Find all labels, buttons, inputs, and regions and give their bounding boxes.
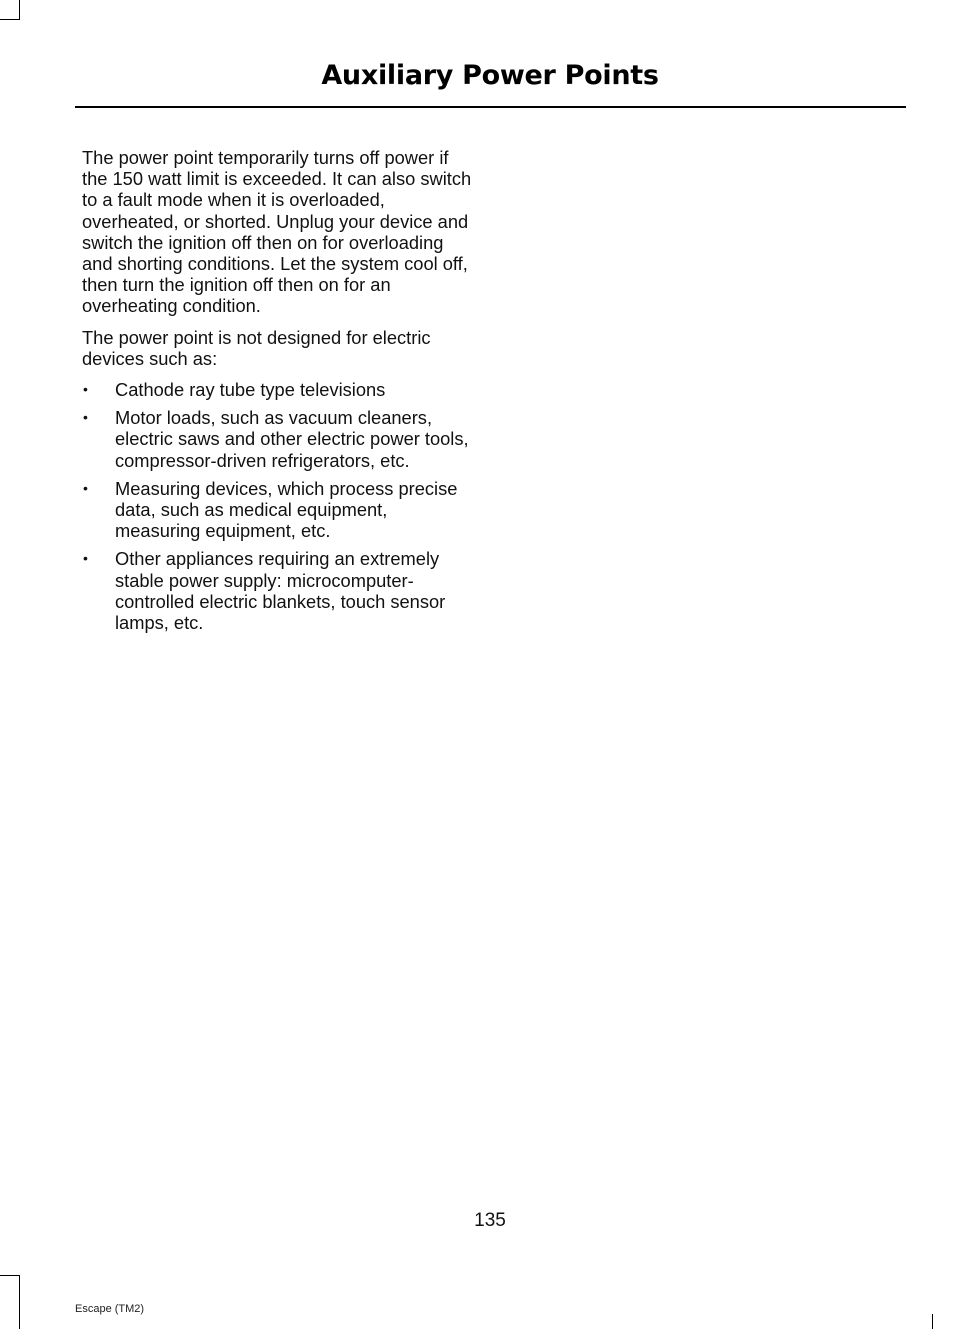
list-item-text: Cathode ray tube type televisions xyxy=(115,379,386,401)
crop-mark-bottom-left-vertical xyxy=(19,1275,20,1329)
device-list xyxy=(82,379,474,633)
crop-mark-top-left-vertical xyxy=(19,0,20,19)
bullet-icon: • xyxy=(83,381,88,398)
paragraph-not-designed: The power point is not designed for electric devices such as: xyxy=(82,326,431,369)
crop-mark-bottom-right-vertical xyxy=(932,1314,933,1329)
crop-mark-bottom-left-horizontal xyxy=(0,1275,20,1276)
bullet-icon: • xyxy=(83,479,88,496)
crop-mark-top-left-horizontal xyxy=(0,19,20,20)
bullet-icon: • xyxy=(83,409,88,426)
paragraph-power-limit: The power point temporarily turns off power if the 150 watt limit is exceeded. It can also switch to a fault mode when it is overloaded, overheated, or shorted. Unplug your device and switch the ignition off then on for overloading and shorting conditions. Let the system cool off, then turn the ignition off then on for an overheating condition. xyxy=(82,147,472,317)
page-number: 135 xyxy=(474,1210,506,1231)
main-content xyxy=(82,147,474,640)
list-item xyxy=(82,478,474,542)
list-item-text: Motor loads, such as vacuum cleaners, electric saws and other electric power tools, compressor-driven refrigerators, etc. xyxy=(115,407,469,471)
bullet-icon: • xyxy=(83,550,88,567)
document-label: Escape (TM2) xyxy=(75,1303,145,1315)
list-item-text: Measuring devices, which process precise data, such as medical equipment, measuring equipment, etc. xyxy=(115,477,458,542)
title-divider xyxy=(75,106,906,108)
page-title: Auxiliary Power Points xyxy=(321,60,659,91)
list-item xyxy=(82,548,474,633)
list-item xyxy=(82,379,474,400)
list-item xyxy=(82,407,474,471)
list-item-text: Other appliances requiring an extremely stable power supply: microcomputer-controlled electric blankets, touch sensor lamps, etc. xyxy=(115,548,446,634)
